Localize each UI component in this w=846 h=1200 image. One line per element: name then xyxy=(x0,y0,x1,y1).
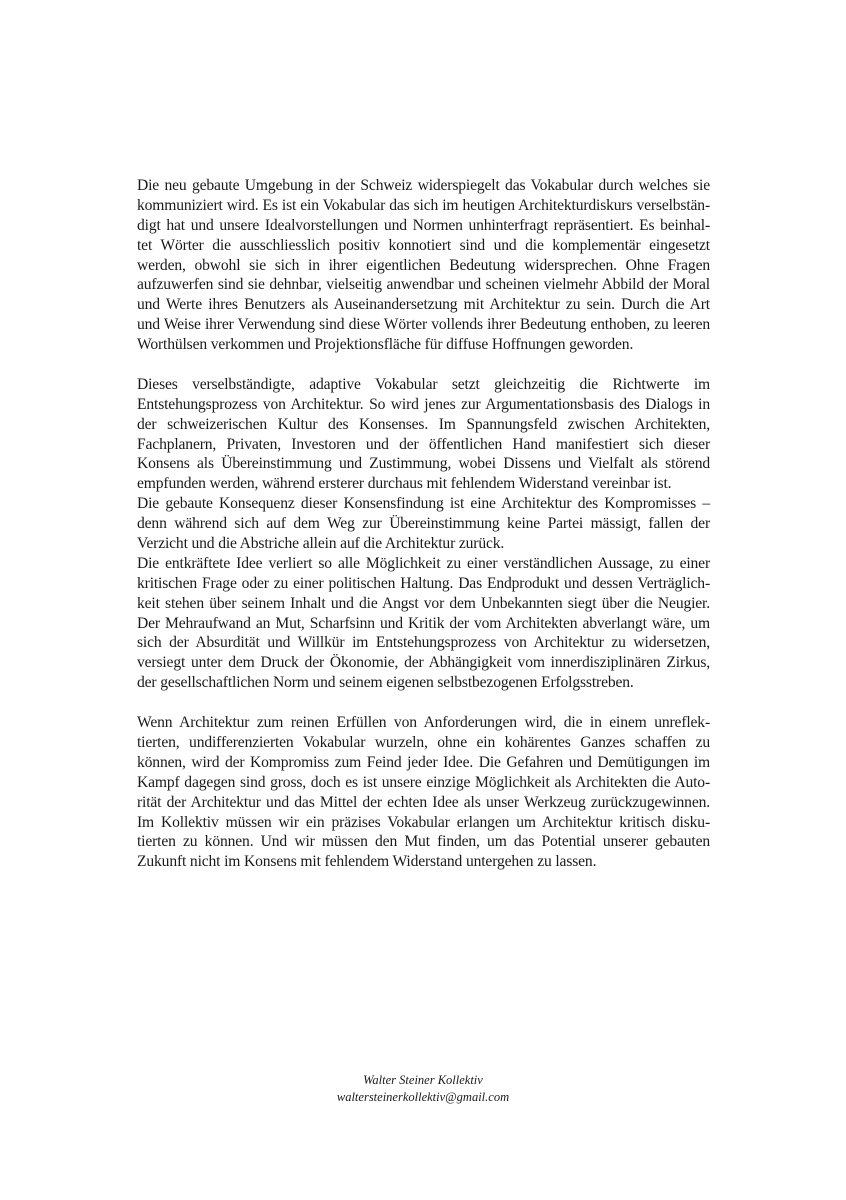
text-line: versiegt unter dem Druck der Ökonomie, der Abhängigkeit vom innerdisziplinären Zirkus, xyxy=(137,654,710,672)
paragraph xyxy=(137,176,710,355)
footer-email[interactable]: waltersteinerkollektiv@gmail.com xyxy=(336,1090,510,1104)
text-line: digt hat und unsere Idealvorstellungen und Normen unhinterfragt repräsentiert. Es beinhal- xyxy=(137,216,710,234)
paragraph xyxy=(137,713,710,872)
text-line: Kampf dagegen sind gross, doch es ist unsere einzige Möglichkeit als Architekten die Auto- xyxy=(137,773,710,791)
text-line: tierten, undifferenzierten Vokabular wurzeln, ohne ein kohärentes Ganzes schaffen zu xyxy=(137,733,710,751)
paragraph xyxy=(137,554,710,693)
paragraph xyxy=(137,494,710,554)
text-line: Wenn Architektur zum reinen Erfüllen von Anforderungen wird, die in einem unreflek- xyxy=(137,714,710,732)
text-line: kommuniziert wird. Es ist ein Vokabular das sich im heutigen Architekturdiskurs verselbstän- xyxy=(137,196,710,214)
text-line: empfunden werden, während ersterer durchaus mit fehlendem Widerstand vereinbar ist. xyxy=(137,475,672,493)
text-line: Die entkräftete Idee verliert so alle Möglichkeit zu einer verständlichen Aussage, zu einer xyxy=(137,554,710,572)
text-line: sich der Absurdität und Willkür im Entstehungsprozess von Architektur zu widersetzen, xyxy=(137,634,710,652)
footer xyxy=(0,1072,846,1106)
text-line: Fachplanern, Privaten, Investoren und der öffentlichen Hand manifestiert sich dieser xyxy=(137,435,710,453)
text-line: Die neu gebaute Umgebung in der Schweiz widerspiegelt das Vokabular durch welches sie xyxy=(137,177,710,194)
paragraph xyxy=(137,375,710,494)
text-line: tierten zu können. Und wir müssen den Mut finden, um das Potential unserer gebauten xyxy=(137,833,710,851)
text-line: können, wird der Kompromiss zum Feind jeder Idee. Die Gefahren und Demütigungen im xyxy=(137,753,710,771)
text-line: und Werte ihres Benutzers als Auseinandersetzung mit Architektur zu sein. Durch die Art xyxy=(137,296,710,314)
text-line: keit stehen über seinem Inhalt und die Angst vor dem Unbekannten siegt über die Neugier. xyxy=(137,594,710,612)
text-line: rität der Architektur und das Mittel der echten Idee als unser Werkzeug zurückzugewinnen. xyxy=(137,793,710,811)
text-line: Verzicht und die Abstriche allein auf die Architektur zurück. xyxy=(137,535,505,553)
text-line: Im Kollektiv müssen wir ein präzises Vokabular erlangen um Architektur kritisch disku- xyxy=(137,813,710,831)
text-line: kritischen Frage oder zu einer politischen Haltung. Das Endprodukt und dessen Verträglich- xyxy=(137,574,710,592)
text-line: der schweizerischen Kultur des Konsenses. Im Spannungsfeld zwischen Architekten, xyxy=(137,415,710,433)
text-line: denn während sich auf dem Weg zur Übereinstimmung keine Partei mässigt, fallen der xyxy=(137,515,710,533)
text-line: Die gebaute Konsequenz dieser Konsensfindung ist eine Architektur des Kompromisses – xyxy=(137,495,710,513)
text-line: und Weise ihrer Verwendung sind diese Wörter vollends ihrer Bedeutung enthoben, zu leeren xyxy=(137,316,710,334)
body-text xyxy=(137,176,710,872)
text-line: Entstehungsprozess von Architektur. So wird jenes zur Argumentationsbasis des Dialogs in xyxy=(137,395,710,413)
text-line: werden, obwohl sie sich in ihrer eigentlichen Bedeutung widersprechen. Ohne Fragen xyxy=(137,256,710,274)
text-line: Der Mehraufwand an Mut, Scharfsinn und Kritik der vom Architekten abverlangt wäre, um xyxy=(137,614,710,632)
footer-author: Walter Steiner Kollektiv xyxy=(363,1073,483,1087)
text-line: der gesellschaftlichen Norm und seinem eigenen selbstbezogenen Erfolgsstreben. xyxy=(137,674,634,692)
text-line: aufzuwerfen sind sie dehnbar, vielseitig anwendbar und scheinen vielmehr Abbild der Moral xyxy=(137,276,710,294)
text-line: tet Wörter die ausschliesslich positiv konnotiert sind und die komplementär eingesetzt xyxy=(137,236,710,254)
text-line: Worthülsen verkommen und Projektionsfläche für diffuse Hoffnungen geworden. xyxy=(137,336,634,354)
text-line: Dieses verselbständigte, adaptive Vokabular setzt gleichzeitig die Richtwerte im xyxy=(137,375,710,393)
text-line: Konsens als Übereinstimmung und Zustimmung, wobei Dissens und Vielfalt als störend xyxy=(137,455,710,473)
text-line: Zukunft nicht im Konsens mit fehlendem Widerstand untergehen zu lassen. xyxy=(137,853,597,871)
